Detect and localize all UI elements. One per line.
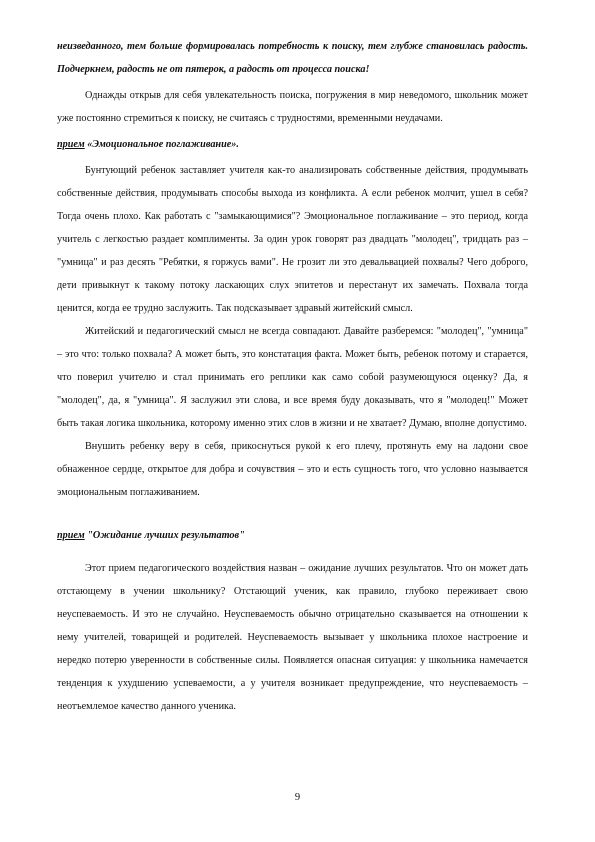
- paragraph-continued-italic: неизведанного, тем больше формировалась потребность к поиску, тем глубже становилась радость. Подчеркнем, радость не от пятерок, а радость от процесса поиска!: [57, 41, 528, 75]
- heading-title: "Ожидание лучших результатов": [84, 530, 245, 541]
- paragraph: Житейский и педагогический смысл не всегда совпадают. Давайте разберемся: "молодец", "умница" – это что: только похвала? А может быть, это констатация факта. Может быть, ребенок потому и старается, что поверил учителю и стал принимать его реплики как само собой разумеющуюся оценку? Да, я "молодец", да, я "умница". Я заслужил эти слова, и все время буду доказывать, что я "молодец!" Может быть такая логика школьника, которому именно этих слов в жизни и не хватает? Думаю, вполне допустимо.: [57, 326, 528, 429]
- heading-prefix: прием: [57, 530, 85, 541]
- section-heading-emotional-stroking: [57, 133, 528, 156]
- body-text: [57, 35, 528, 718]
- heading-prefix: прием: [57, 139, 85, 150]
- page-number: 9: [294, 792, 301, 803]
- paragraph: Этот прием педагогического воздействия назван – ожидание лучших результатов. Что он может дать отстающему в учении школьнику? Отстающий ученик, как правило, глубоко переживает свою неуспеваемость. И это не случайно. Неуспеваемость обычно отрицательно сказывается на отношении к нему учителей, товарищей и родителей. Неуспеваемость вызывает у школьника плохое настроение и нередко потерю уверенности в собственные силы. Появляется опасная ситуация: у школьника намечается тенденция к ухудшению успеваемости, а у учителя возникает предупреждение, что неуспеваемость – неотъемлемое качество данного ученика.: [57, 563, 528, 712]
- heading-title: «Эмоциональное поглаживание».: [84, 139, 239, 150]
- paragraph: Внушить ребенку веру в себя, прикоснуться рукой к его плечу, протянуть ему на ладони свое обнаженное сердце, открытое для добра и сочувствия – это и есть сущность того, что условно называется эмоциональным поглаживанием.: [57, 441, 528, 498]
- paragraph: Однажды открыв для себя увлекательность поиска, погружения в мир неведомого, школьник может уже постоянно стремиться к поиску, не считаясь с трудностями, временными неудачами.: [57, 90, 528, 124]
- section-heading-best-results: [57, 524, 528, 547]
- paragraph: Бунтующий ребенок заставляет учителя как-то анализировать собственные действия, продумывать собственные действия, продумывать способы выхода из конфликта. А если ребенок молчит, ушел в себя? Тогда очень плохо. Как работать с "замыкающимися"? Эмоциональное поглаживание – это период, когда учитель с легкостью раздает комплименты. За один урок говорят раз двадцать "молодец", тридцать раз – "умница" и раз десять "Ребятки, я горжусь вами". Не грозит ли это девальвацией похвалы? Чего доброго, дети привыкнут к такому потоку ласкающих слух эпитетов и перестанут их замечать. Похвала тогда ценится, когда ее трудно заслужить. Так подсказывает здравый житейский смысл.: [57, 165, 528, 314]
